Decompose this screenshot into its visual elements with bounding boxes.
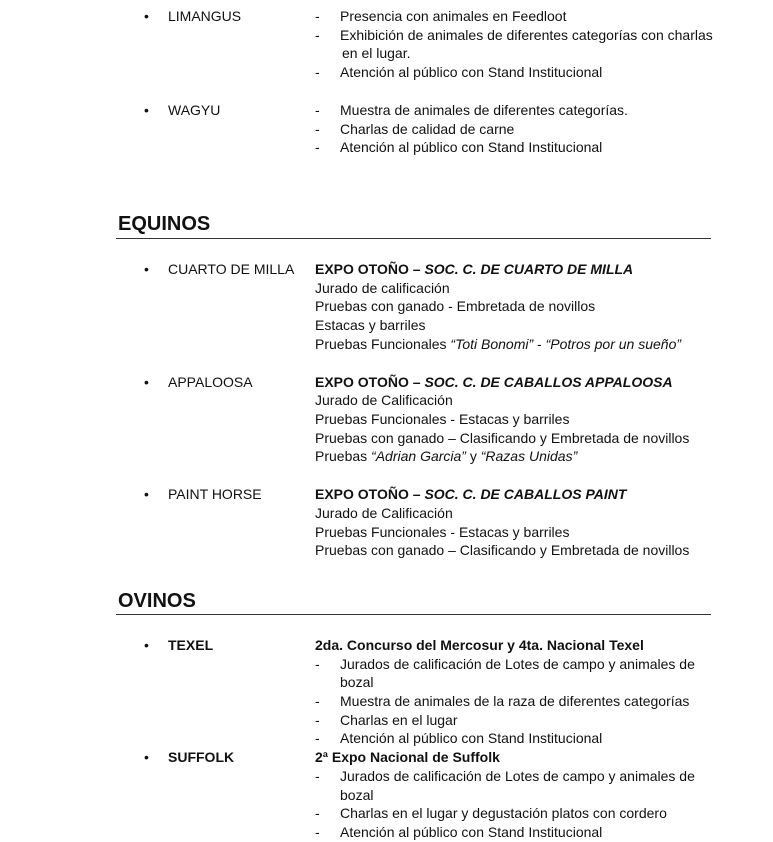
dash: - [315, 693, 320, 709]
breed-suffolk: SUFFOLK [168, 749, 235, 765]
event-line: Jurado de Calificación [315, 505, 453, 521]
bullet: • [144, 8, 149, 24]
dash: - [315, 768, 320, 784]
section-title-equinos: EQUINOS [118, 213, 211, 235]
event-line: Pruebas con ganado – Clasificando y Embretada de novillos [315, 430, 690, 446]
dash: - [315, 712, 320, 728]
event-line: Jurado de calificación [315, 280, 450, 296]
bullet: • [144, 637, 149, 653]
event-line: Jurado de Calificación [315, 392, 453, 408]
event-line: Pruebas Funcionales - Estacas y barriles [315, 524, 570, 540]
texel-item-2: Muestra de animales de la raza de diferentes categorías [340, 693, 690, 709]
suffolk-item-3: Atención al público con Stand Institucional [340, 824, 603, 840]
event-heading: EXPO OTOÑO – SOC. C. DE CABALLOS PAINT [315, 486, 627, 502]
bullet: • [144, 261, 149, 277]
limangus-item-3: Atención al público con Stand Institucional [340, 64, 603, 80]
event-heading: 2ª Expo Nacional de Suffolk [315, 749, 500, 765]
breed-limangus: LIMANGUS [168, 8, 242, 24]
event-heading: 2da. Concurso del Mercosur y 4ta. Nacional Texel [315, 637, 644, 653]
bullet: • [144, 102, 149, 118]
breed-cuarto-de-milla: CUARTO DE MILLA [168, 261, 295, 277]
limangus-item-1: Presencia con animales en Feedloot [340, 8, 567, 24]
suffolk-item-2: Charlas en el lugar y degustación platos con cordero [340, 805, 667, 821]
section-title-ovinos: OVINOS [118, 590, 196, 612]
texel-item-1: Jurados de calificación de Lotes de campo y animales de [340, 656, 695, 672]
event-line: Pruebas con ganado - Embretada de novillos [315, 298, 596, 314]
breed-appaloosa: APPALOOSA [168, 374, 253, 390]
breed-paint-horse: PAINT HORSE [168, 486, 262, 502]
event-heading: EXPO OTOÑO – SOC. C. DE CABALLOS APPALOOSA [315, 374, 673, 390]
event-line-functional-tests: Pruebas Funcionales “Toti Bonomi” - “Potros por un sueño” [315, 336, 682, 352]
wagyu-item-2: Charlas de calidad de carne [340, 121, 515, 137]
texel-item-3: Charlas en el lugar [340, 712, 458, 728]
section-divider [116, 238, 711, 239]
suffolk-item-1-cont: bozal [340, 787, 374, 803]
limangus-item-2: Exhibición de animales de diferentes categorías con charlas [340, 27, 713, 43]
breed-wagyu: WAGYU [168, 102, 221, 118]
breed-texel: TEXEL [168, 637, 214, 653]
dash: - [315, 656, 320, 672]
texel-item-4: Atención al público con Stand Institucional [340, 730, 603, 746]
dash: - [315, 64, 320, 80]
dash: - [315, 824, 320, 840]
dash: - [315, 8, 320, 24]
dash: - [315, 27, 320, 43]
event-heading: EXPO OTOÑO – SOC. C. DE CUARTO DE MILLA [315, 261, 634, 277]
event-line-tests: Pruebas “Adrian Garcia” y “Razas Unidas” [315, 448, 578, 464]
wagyu-item-3: Atención al público con Stand Institucional [340, 139, 603, 155]
bullet: • [144, 749, 149, 765]
event-line: Pruebas Funcionales - Estacas y barriles [315, 411, 570, 427]
suffolk-item-1: Jurados de calificación de Lotes de campo y animales de [340, 768, 695, 784]
dash: - [315, 121, 320, 137]
event-line: Pruebas con ganado – Clasificando y Embretada de novillos [315, 542, 690, 558]
event-line: Estacas y barriles [315, 317, 426, 333]
bullet: • [144, 486, 149, 502]
section-divider [116, 614, 711, 615]
dash: - [315, 139, 320, 155]
dash: - [315, 805, 320, 821]
bullet: • [144, 374, 149, 390]
texel-item-1-cont: bozal [340, 674, 374, 690]
wagyu-item-1: Muestra de animales de diferentes categorías. [340, 102, 628, 118]
dash: - [315, 730, 320, 746]
dash: - [315, 102, 320, 118]
limangus-item-2-cont: en el lugar. [342, 45, 411, 61]
